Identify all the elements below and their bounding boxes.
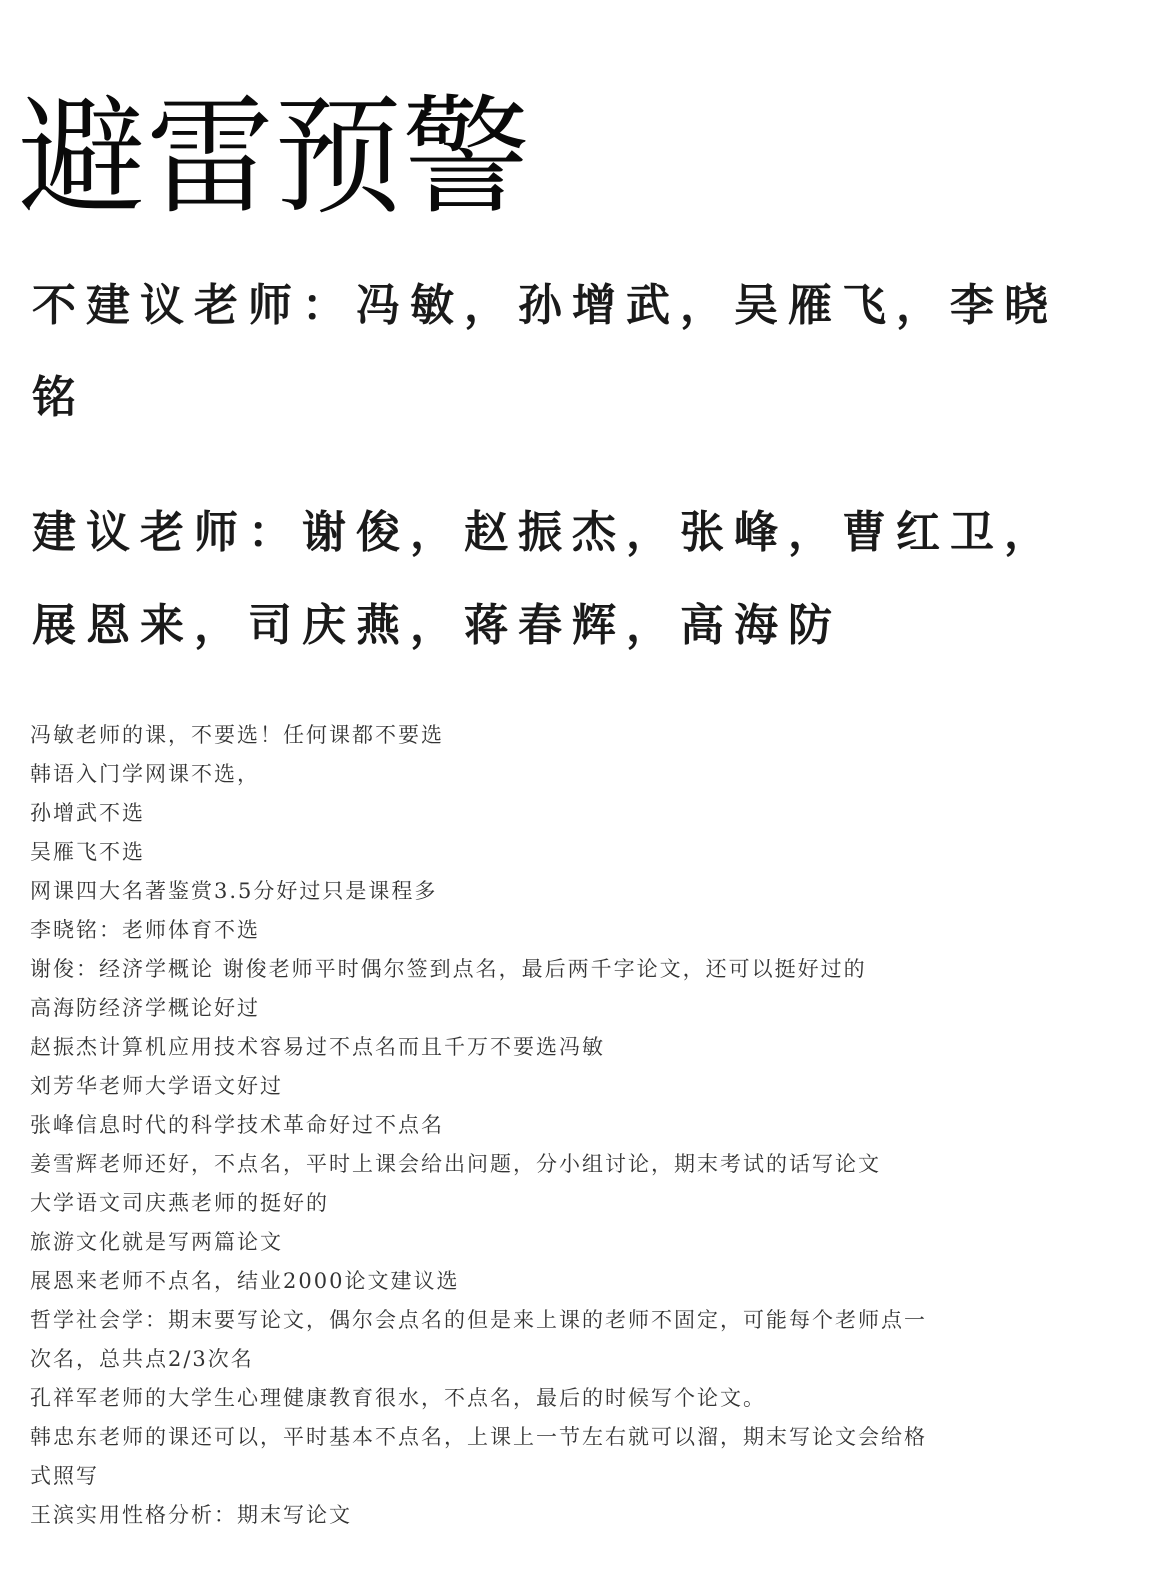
- note-line: 吴雁飞不选: [30, 840, 145, 864]
- not-recommended-teachers-line-2: 铭: [32, 372, 86, 423]
- note-line: 张峰信息时代的科学技术革命好过不点名: [30, 1113, 444, 1137]
- note-line: 李晓铭：老师体育不选: [30, 918, 260, 942]
- note-line: 姜雪辉老师还好，不点名，平时上课会给出问题，分小组讨论，期末考试的话写论文: [30, 1152, 881, 1176]
- note-line: 韩语入门学网课不选，: [30, 762, 260, 786]
- note-line: 王滨实用性格分析：期末写论文: [30, 1503, 352, 1527]
- note-line: 孙增武不选: [30, 801, 145, 825]
- note-line: 次名，总共点2/3次名: [30, 1347, 254, 1371]
- note-line: 网课四大名著鉴赏3.5分好过只是课程多: [30, 879, 438, 903]
- note-line: 式照写: [30, 1464, 99, 1488]
- note-line: 孔祥军老师的大学生心理健康教育很水，不点名，最后的时候写个论文。: [30, 1386, 766, 1410]
- course-notes-list: [30, 716, 1130, 1535]
- note-line: 哲学社会学：期末要写论文，偶尔会点名的但是来上课的老师不固定，可能每个老师点一: [30, 1308, 927, 1332]
- note-line: 旅游文化就是写两篇论文: [30, 1230, 283, 1254]
- page-title: 避雷预警: [18, 83, 531, 232]
- note-line: 刘芳华老师大学语文好过: [30, 1074, 283, 1098]
- not-recommended-teachers-line-1: 不建议老师：冯敏，孙增武，吴雁飞，李晓: [32, 280, 1058, 331]
- note-line: 谢俊：经济学概论 谢俊老师平时偶尔签到点名，最后两千字论文，还可以挺好过的: [30, 957, 867, 981]
- note-line: 赵振杰计算机应用技术容易过不点名而且千万不要选冯敏: [30, 1035, 605, 1059]
- recommended-teachers-line-2: 展恩来，司庆燕，蒋春辉，高海防: [32, 600, 842, 651]
- note-line: 韩忠东老师的课还可以，平时基本不点名，上课上一节左右就可以溜，期末写论文会给格: [30, 1425, 927, 1449]
- note-line: 冯敏老师的课，不要选！任何课都不要选: [30, 723, 444, 747]
- note-line: 大学语文司庆燕老师的挺好的: [30, 1191, 329, 1215]
- note-line: 高海防经济学概论好过: [30, 996, 260, 1020]
- note-line: 展恩来老师不点名，结业2000论文建议选: [30, 1269, 460, 1293]
- recommended-teachers-line-1: 建议老师：谢俊，赵振杰，张峰，曹红卫，: [32, 507, 1058, 558]
